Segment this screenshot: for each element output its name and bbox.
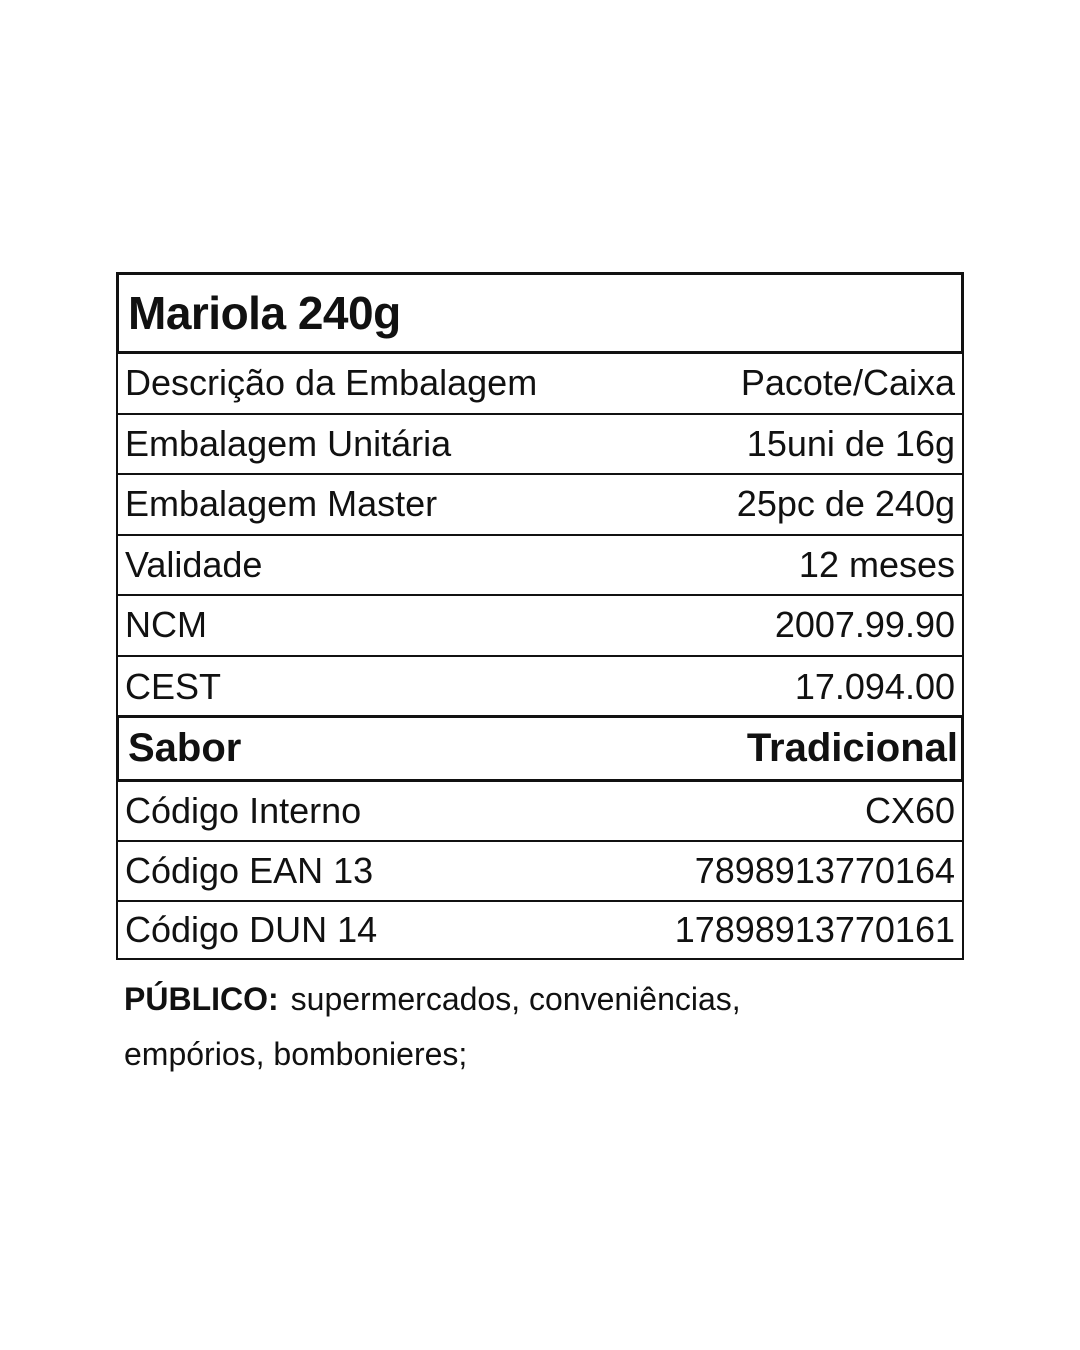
- product-title: Mariola 240g: [128, 287, 401, 339]
- flavor-value: Tradicional: [746, 726, 958, 770]
- spec-rows: [116, 354, 964, 717]
- spec-label: CEST: [125, 665, 222, 707]
- spec-value: 15uni de 16g: [746, 422, 955, 464]
- code-row-internal: [118, 782, 962, 842]
- product-spec-table: [116, 272, 964, 960]
- code-label: Código DUN 14: [125, 909, 378, 950]
- target-audience-label: PÚBLICO:: [124, 981, 279, 1017]
- code-value: 17898913770161: [674, 909, 955, 950]
- spec-label: Validade: [125, 543, 263, 585]
- spec-label: NCM: [125, 604, 207, 646]
- code-label: Código EAN 13: [125, 850, 374, 891]
- spec-value: Pacote/Caixa: [740, 362, 955, 404]
- code-value: 7898913770164: [694, 850, 955, 891]
- spec-label: Descrição da Embalagem: [125, 362, 538, 404]
- code-label: Código Interno: [125, 790, 362, 831]
- target-audience: [124, 972, 844, 1082]
- spec-label: Embalagem Master: [125, 483, 438, 525]
- spec-row-ncm: [118, 596, 962, 657]
- spec-row-packaging-description: [118, 354, 962, 415]
- code-value: CX60: [864, 790, 955, 831]
- spec-value: 25pc de 240g: [736, 483, 955, 525]
- code-rows: [116, 782, 964, 960]
- spec-row-master-packaging: [118, 475, 962, 536]
- spec-row-validity: [118, 536, 962, 597]
- spec-label: Embalagem Unitária: [125, 422, 452, 464]
- spec-value: 12 meses: [798, 543, 955, 585]
- title-row: [116, 272, 964, 354]
- spec-row-cest: [118, 657, 962, 718]
- code-row-dun14: [118, 902, 962, 960]
- flavor-label: Sabor: [128, 726, 242, 770]
- code-row-ean13: [118, 842, 962, 902]
- flavor-row: [116, 715, 964, 782]
- spec-value: 2007.99.90: [774, 604, 955, 646]
- target-audience-text: supermercados, conveniências, empórios, bombonieres;: [124, 981, 741, 1072]
- spec-value: 17.094.00: [794, 665, 955, 707]
- spec-row-unit-packaging: [118, 415, 962, 476]
